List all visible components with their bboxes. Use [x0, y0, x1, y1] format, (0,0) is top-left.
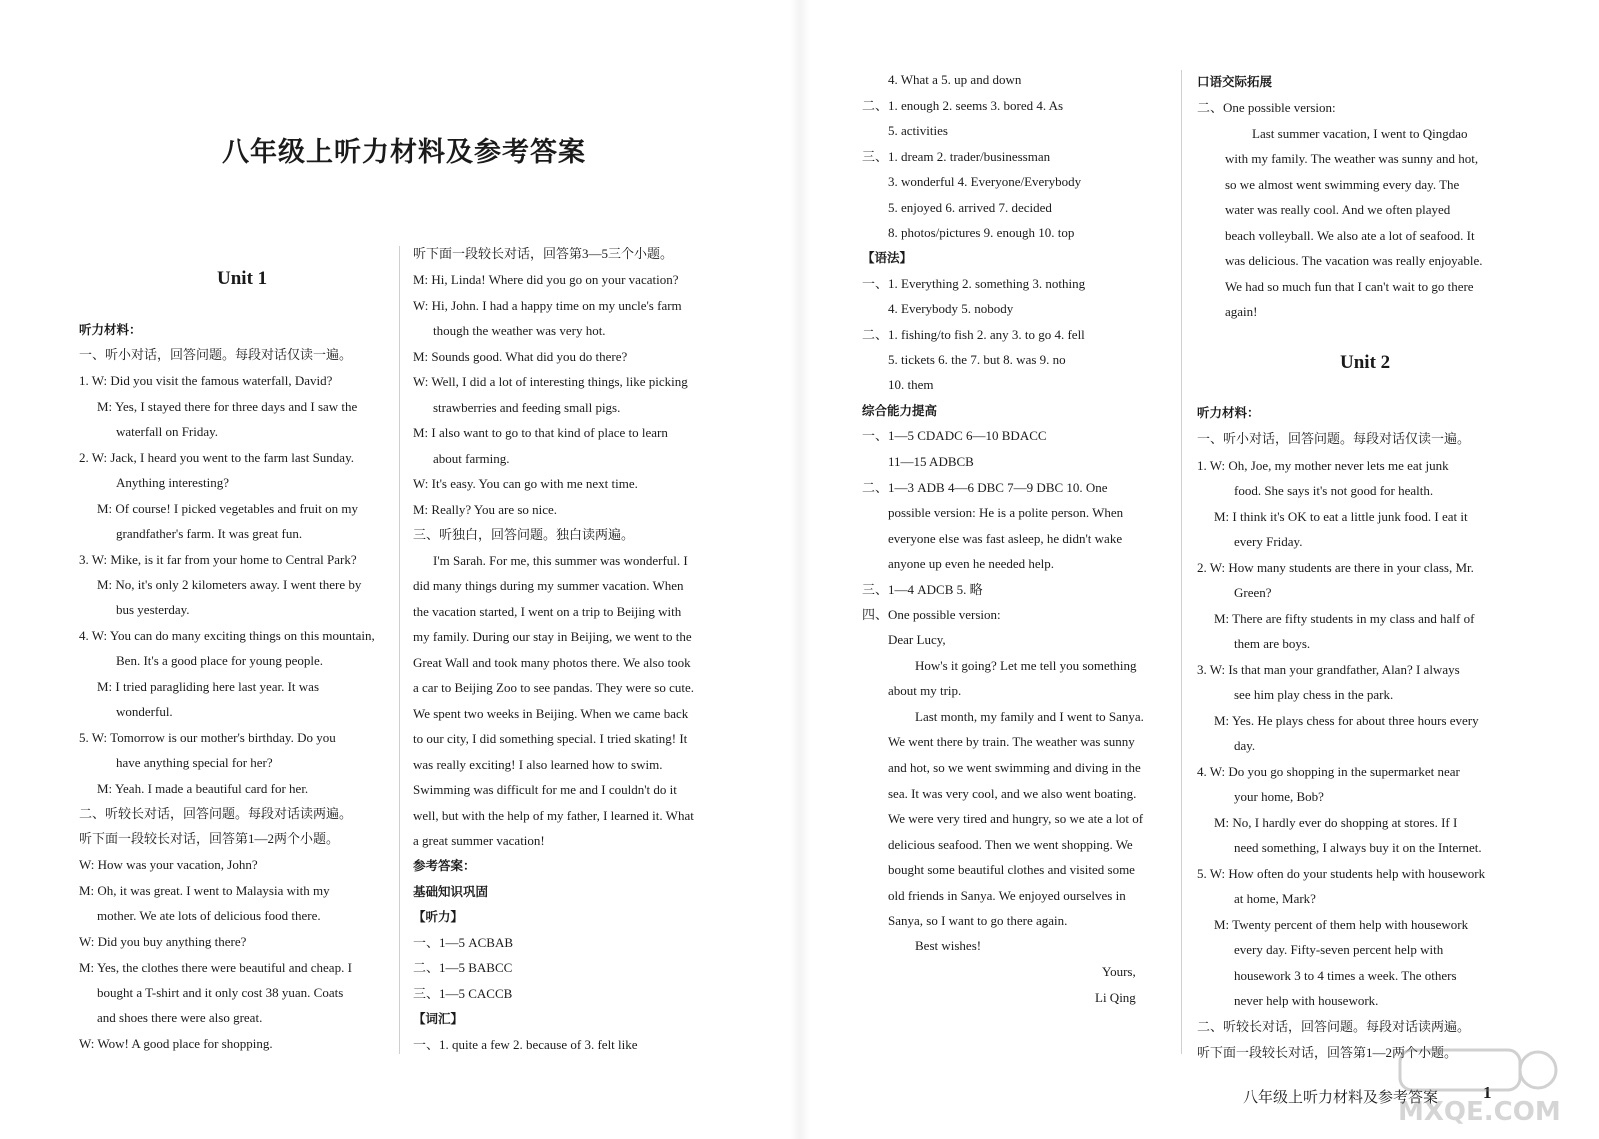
text-line: 听下面一段较长对话，回答第1—2两个小题。 — [1197, 1045, 1458, 1060]
text-line: 【语法】 — [862, 250, 913, 265]
text-line: 听下面一段较长对话，回答第3—5三个小题。 — [413, 246, 674, 261]
text-line: M: Yes. He plays chess for about three hours every — [1214, 713, 1479, 728]
text-line: 二、1—5 BABCC — [413, 960, 513, 975]
text-line: the vacation started, I went on a trip to Beijing with — [413, 604, 682, 619]
text-line: with my family. The weather was sunny and hot, — [1225, 151, 1479, 166]
text-line: M: I tried paragliding here last year. It was — [97, 679, 320, 694]
text-line: W: Did you buy anything there? — [79, 934, 247, 949]
text-line: 二、听较长对话，回答问题。每段对话读两遍。 — [79, 806, 353, 821]
text-line: to our city, I did something special. I tried skating! It — [413, 731, 688, 746]
text-line: 11—15 ADBCB — [888, 454, 974, 469]
text-line: W: How was your vacation, John? — [79, 857, 258, 872]
text-line: everyone else was fast asleep, he didn't wake — [888, 531, 1123, 546]
text-line: about my trip. — [888, 683, 962, 698]
text-line: 一、听小对话，回答问题。每段对话仅读一遍。 — [1197, 431, 1471, 446]
text-line: 10. them — [888, 377, 934, 392]
text-line: Dear Lucy, — [888, 632, 946, 647]
text-line: 5. W: How often do your students help with housework — [1197, 866, 1486, 881]
text-line: 5. activities — [888, 123, 948, 138]
unit-1-heading: Unit 1 — [217, 268, 268, 289]
text-line: housework 3 to 4 times a week. The others — [1234, 968, 1457, 983]
text-line: so we almost went swimming every day. The — [1225, 177, 1460, 192]
text-line: 综合能力提高 — [862, 403, 938, 418]
text-line: food. She says it's not good for health. — [1234, 483, 1434, 498]
text-line: beach volleyball. We also ate a lot of seafood. It — [1225, 228, 1475, 243]
watermark-circle-icon — [1520, 1052, 1556, 1088]
text-line: 一、1. Everything 2. something 3. nothing — [862, 276, 1086, 291]
text-line: have anything special for her? — [116, 755, 273, 770]
text-line: 二、1. fishing/to fish 2. any 3. to go 4. fell — [862, 327, 1085, 342]
text-line: bought some beautiful clothes and visited some — [888, 862, 1135, 877]
text-line: 4. W: You can do many exciting things on this mountain, — [79, 628, 375, 643]
text-line: need something, I always buy it on the Internet. — [1234, 840, 1482, 855]
text-line: M: Oh, it was great. I went to Malaysia with my — [79, 883, 330, 898]
text-line: We had so much fun that I can't wait to go there — [1225, 279, 1474, 294]
text-line: delicious seafood. Then we went shopping. We — [888, 837, 1133, 852]
text-line: 1. W: Oh, Joe, my mother never lets me eat junk — [1197, 458, 1449, 473]
text-line: M: I think it's OK to eat a little junk food. I eat it — [1214, 509, 1468, 524]
text-line: M: Hi, Linda! Where did you go on your vacation? — [413, 272, 679, 287]
text-line: see him play chess in the park. — [1234, 687, 1394, 702]
text-line: grandfather's farm. It was great fun. — [116, 526, 303, 541]
page-footer: 八年级上听力材料及参考答案 — [1243, 1088, 1439, 1106]
text-line: 口语交际拓展 — [1197, 74, 1273, 89]
text-line: Green? — [1234, 585, 1272, 600]
text-line: Li Qing — [1095, 990, 1136, 1005]
text-line: 4. What a 5. up and down — [888, 72, 1022, 87]
text-line: Best wishes! — [915, 938, 982, 953]
text-line: wonderful. — [116, 704, 173, 719]
text-line: Ben. It's a good place for young people. — [116, 653, 324, 668]
page-number: 1 — [1483, 1083, 1492, 1102]
column-divider-right — [1181, 70, 1182, 1054]
text-line: day. — [1234, 738, 1256, 753]
text-line: 5. W: Tomorrow is our mother's birthday. Do you — [79, 730, 336, 745]
page-gutter — [790, 0, 810, 1139]
text-line: about farming. — [433, 451, 510, 466]
text-line: strawberries and feeding small pigs. — [433, 400, 621, 415]
text-line: 4. Everybody 5. nobody — [888, 301, 1014, 316]
text-line: 三、1—5 CACCB — [413, 986, 513, 1001]
text-line: 3. wonderful 4. Everyone/Everybody — [888, 174, 1082, 189]
text-line: Anything interesting? — [116, 475, 230, 490]
text-line: 四、One possible version: — [862, 607, 1001, 622]
text-line: my family. During our stay in Beijing, we went to the — [413, 629, 692, 644]
text-line: 二、听较长对话，回答问题。每段对话读两遍。 — [1197, 1019, 1471, 1034]
text-line: waterfall on Friday. — [116, 424, 219, 439]
text-line: M: Yes, I stayed there for three days and I saw the — [97, 399, 358, 414]
text-line: 5. enjoyed 6. arrived 7. decided — [888, 200, 1052, 215]
text-line: 三、听独白，回答问题。独白读两遍。 — [413, 527, 635, 542]
page-title: 八年级上听力材料及参考答案 — [222, 137, 586, 168]
text-line: M: I also want to go to that kind of place to learn — [413, 425, 668, 440]
text-line: 4. W: Do you go shopping in the supermarket near — [1197, 764, 1460, 779]
text-line: M: Really? You are so nice. — [413, 502, 558, 517]
text-line: W: Wow! A good place for shopping. — [79, 1036, 273, 1051]
text-line: 二、One possible version: — [1197, 100, 1336, 115]
text-line: W: Hi, John. I had a happy time on my uncle's farm — [413, 298, 682, 313]
text-line: 基础知识巩固 — [413, 884, 489, 899]
text-line: W: It's easy. You can go with me next time. — [413, 476, 638, 491]
text-line: 参考答案： — [413, 858, 476, 873]
text-line: 三、1. dream 2. trader/businessman — [862, 149, 1051, 164]
text-line: 听下面一段较长对话，回答第1—2两个小题。 — [79, 831, 340, 846]
text-line: Swimming was difficult for me and I couldn't do it — [413, 782, 677, 797]
text-line: them are boys. — [1234, 636, 1311, 651]
text-line: W: Well, I did a lot of interesting things, like picking — [413, 374, 688, 389]
text-line: every Friday. — [1234, 534, 1303, 549]
text-line: 听力材料： — [1197, 405, 1260, 420]
text-line: bus yesterday. — [116, 602, 190, 617]
text-line: anyone up even he needed help. — [888, 556, 1055, 571]
text-line: 【词汇】 — [413, 1011, 464, 1026]
text-line: old friends in Sanya. We enjoyed ourselves in — [888, 888, 1126, 903]
text-line: sea. It was very cool, and we also went boating. — [888, 786, 1137, 801]
text-line: M: Yeah. I made a beautiful card for her. — [97, 781, 309, 796]
text-line: never help with housework. — [1234, 993, 1379, 1008]
text-line: did many things during my summer vacation. When — [413, 578, 684, 593]
text-line: 一、1—5 CDADC 6—10 BDACC — [862, 428, 1047, 443]
text-line: well, but with the help of my father, I learned it. What — [413, 808, 694, 823]
text-line: 一、1. quite a few 2. because of 3. felt like — [413, 1037, 638, 1052]
text-line: M: Of course! I picked vegetables and fruit on my — [97, 501, 359, 516]
text-line: M: No, it's only 2 kilometers away. I went there by — [97, 577, 362, 592]
text-line: Yours, — [1102, 964, 1136, 979]
text-line: again! — [1225, 304, 1258, 319]
text-line: M: Yes, the clothes there were beautiful and cheap. I — [79, 960, 352, 975]
text-line: a car to Beijing Zoo to see pandas. They were so cute. — [413, 680, 694, 695]
text-line: though the weather was very hot. — [433, 323, 606, 338]
text-line: M: Sounds good. What did you do there? — [413, 349, 628, 364]
text-line: and shoes there were also great. — [97, 1010, 263, 1025]
text-line: How's it going? Let me tell you something — [915, 658, 1137, 673]
text-line: We were very tired and hungry, so we ate a lot of — [888, 811, 1144, 826]
unit-2-heading: Unit 2 — [1340, 352, 1391, 373]
text-line: 8. photos/pictures 9. enough 10. top — [888, 225, 1075, 240]
text-line: and hot, so we went swimming and diving in the — [888, 760, 1141, 775]
text-line: possible version: He is a polite person. When — [888, 505, 1124, 520]
watermark-text: MXQE.COM — [1398, 1097, 1561, 1127]
text-line: M: There are fifty students in my class and half of — [1214, 611, 1475, 626]
text-line: I'm Sarah. For me, this summer was wonderful. I — [433, 553, 688, 568]
text-line: 3. W: Is that man your grandfather, Alan? I always — [1197, 662, 1460, 677]
text-line: mother. We ate lots of delicious food there. — [97, 908, 321, 923]
text-line: Sanya, so I want to go there again. — [888, 913, 1068, 928]
text-line: Last month, my family and I went to Sanya. — [915, 709, 1144, 724]
text-line: 一、听小对话，回答问题。每段对话仅读一遍。 — [79, 347, 353, 362]
text-line: 3. W: Mike, is it far from your home to Central Park? — [79, 552, 357, 567]
text-line: bought a T-shirt and it only cost 38 yuan. Coats — [97, 985, 344, 1000]
text-line: Last summer vacation, I went to Qingdao — [1252, 126, 1468, 141]
text-line: at home, Mark? — [1234, 891, 1316, 906]
text-line: 2. W: Jack, I heard you went to the farm last Sunday. — [79, 450, 354, 465]
text-line: 【听力】 — [413, 909, 464, 924]
text-line: water was really cool. And we often played — [1225, 202, 1451, 217]
text-line: a great summer vacation! — [413, 833, 545, 848]
text-line: 1. W: Did you visit the famous waterfall, David? — [79, 373, 333, 388]
text-line: 2. W: How many students are there in your class, Mr. — [1197, 560, 1474, 575]
text-line: your home, Bob? — [1234, 789, 1324, 804]
text-line: M: No, I hardly ever do shopping at stores. If I — [1214, 815, 1458, 830]
text-line: 三、1—4 ADCB 5. 略 — [862, 582, 983, 597]
text-line: 一、1—5 ACBAB — [413, 935, 514, 950]
text-line: We went there by train. The weather was sunny — [888, 734, 1135, 749]
text-line: 5. tickets 6. the 7. but 8. was 9. no — [888, 352, 1066, 367]
text-line: was delicious. The vacation was really enjoyable. — [1225, 253, 1483, 268]
text-line: We spent two weeks in Beijing. When we came back — [413, 706, 689, 721]
text-line: 二、1—3 ADB 4—6 DBC 7—9 DBC 10. One — [862, 480, 1108, 495]
text-line: 二、1. enough 2. seems 3. bored 4. As — [862, 98, 1064, 113]
text-line: was really exciting! I also learned how to swim. — [413, 757, 663, 772]
column-divider-left — [399, 246, 400, 1054]
text-line: M: Twenty percent of them help with housework — [1214, 917, 1469, 932]
text-line: 听力材料： — [79, 322, 142, 337]
text-line: Great Wall and took many photos there. We also took — [413, 655, 691, 670]
text-line: every day. Fifty-seven percent help with — [1234, 942, 1444, 957]
